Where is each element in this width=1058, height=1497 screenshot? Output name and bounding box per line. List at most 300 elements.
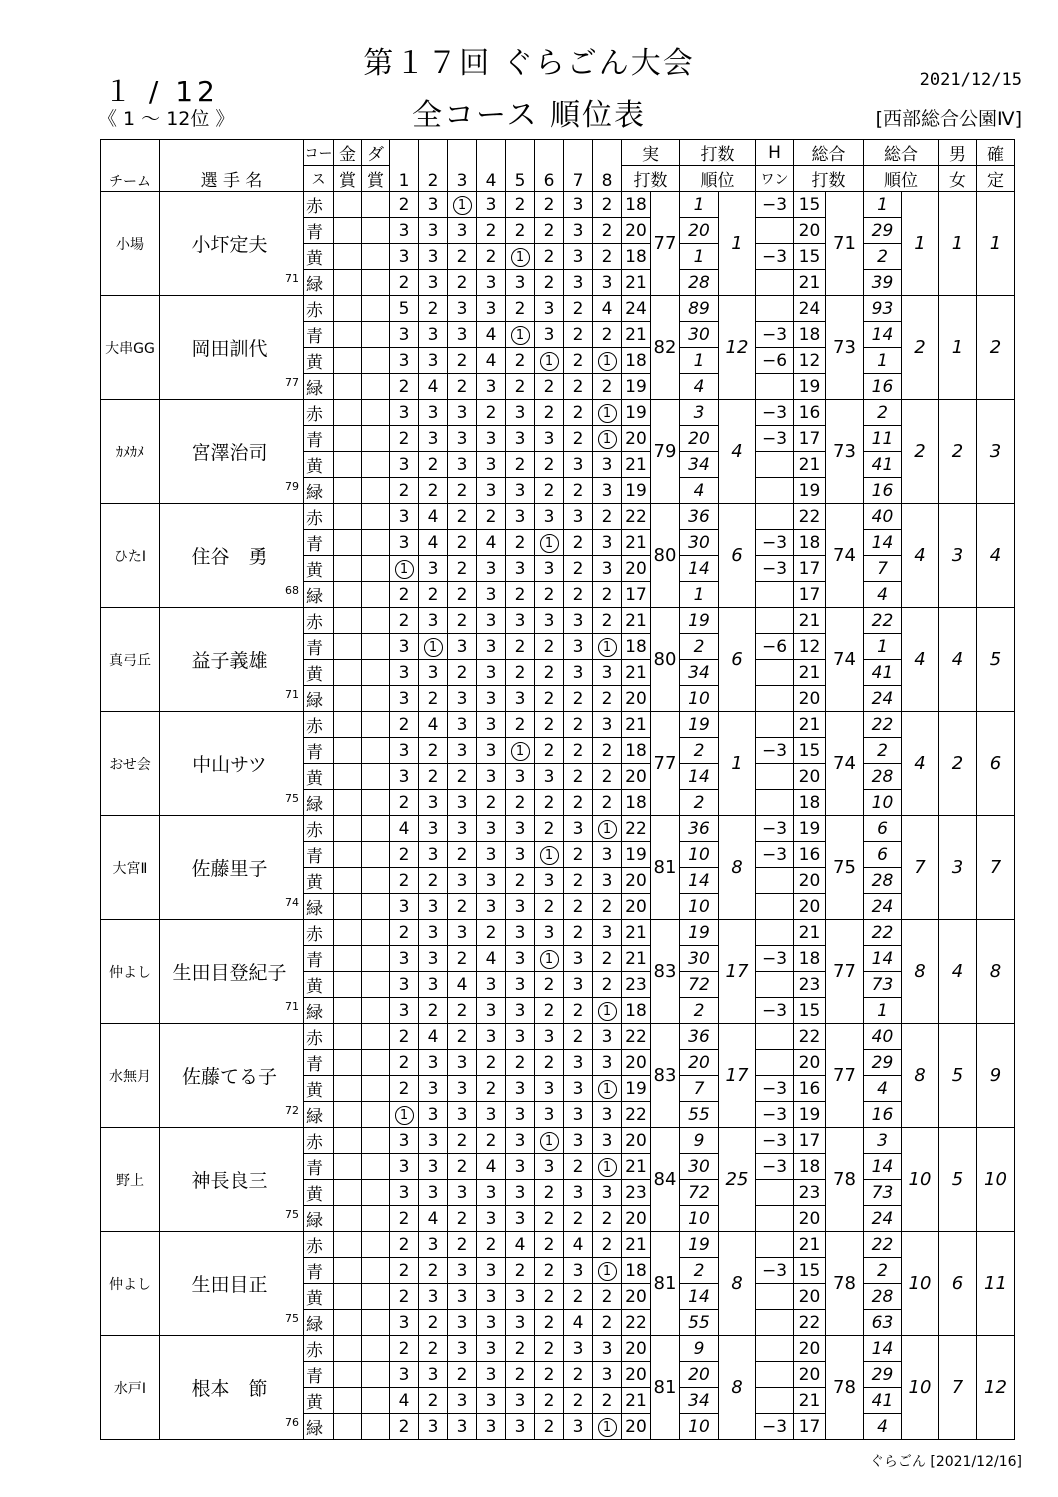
da-cell xyxy=(362,946,390,972)
hole-score-5: 2 xyxy=(506,218,535,244)
gold-cell xyxy=(334,1284,362,1310)
player-name: 住谷 勇 xyxy=(191,546,268,568)
hole-score-2: 2 xyxy=(419,764,448,790)
hole-score-8: 3 xyxy=(593,530,622,556)
col-da: ダ xyxy=(362,140,390,166)
course-cell: 赤 xyxy=(304,1232,334,1258)
course-cell: 緑 xyxy=(304,582,334,608)
hole-score-8: 2 xyxy=(593,218,622,244)
hole-score-1: 2 xyxy=(390,1258,419,1284)
hole-score-7: 2 xyxy=(564,400,593,426)
hole-score-5: 3 xyxy=(506,1310,535,1336)
stroke-rank-cell: 8 xyxy=(719,1336,756,1440)
col-total: 総合 xyxy=(794,140,864,166)
hole-score-7: 2 xyxy=(564,530,593,556)
hole-score-7: 3 xyxy=(564,1128,593,1154)
hole-score-8: 3 xyxy=(593,1180,622,1206)
net-cell: 21 xyxy=(794,1232,826,1258)
hio-cell: −3 xyxy=(756,1258,794,1284)
da-cell xyxy=(362,1076,390,1102)
da-cell xyxy=(362,894,390,920)
hio-cell xyxy=(756,1388,794,1414)
hio-cell xyxy=(756,920,794,946)
hole-score-4: 3 xyxy=(477,816,506,842)
hole-score-4: 3 xyxy=(477,374,506,400)
gold-cell xyxy=(334,764,362,790)
hole-score-5: 2 xyxy=(506,790,535,816)
hole-score-7: 3 xyxy=(564,972,593,998)
hole-in-one-mark: 1 xyxy=(511,248,530,267)
net-cell: 21 xyxy=(794,920,826,946)
net-cell: 12 xyxy=(794,634,826,660)
hole-score-7: 2 xyxy=(564,478,593,504)
course-cell: 青 xyxy=(304,322,334,348)
hole-score-7: 2 xyxy=(564,296,593,322)
hole-score-8: 2 xyxy=(593,582,622,608)
hole-score-3: 3 xyxy=(448,400,477,426)
course-sum-cell: 21 xyxy=(622,1154,651,1180)
course-sum-cell: 21 xyxy=(622,270,651,296)
hio-cell: −3 xyxy=(756,556,794,582)
hole-score-5: 3 xyxy=(506,270,535,296)
hole-score-3: 3 xyxy=(448,1388,477,1414)
total-rank-cell: 4 xyxy=(902,608,939,712)
hio-cell xyxy=(756,1206,794,1232)
course-sum-cell: 20 xyxy=(622,218,651,244)
player-age: 74 xyxy=(285,896,299,909)
hole-score-4: 3 xyxy=(477,738,506,764)
player-name: 根本 節 xyxy=(191,1378,268,1400)
hole-score-1: 2 xyxy=(390,374,419,400)
hole-score-2: 2 xyxy=(419,296,448,322)
strokes-cell: 81 xyxy=(651,1232,680,1336)
hole-score-3: 3 xyxy=(448,1284,477,1310)
course-rank-cell: 1 xyxy=(680,348,719,374)
hole-score-5 xyxy=(506,322,535,348)
hole-in-one-mark: 1 xyxy=(511,326,530,345)
gold-cell xyxy=(334,530,362,556)
col-total-2: 打数 xyxy=(794,166,864,192)
hole-score-2: 3 xyxy=(419,244,448,270)
hole-score-5: 3 xyxy=(506,556,535,582)
hio-cell xyxy=(756,764,794,790)
hole-score-8: 2 xyxy=(593,972,622,998)
player-cell xyxy=(160,608,304,712)
page-number: １ / 12 xyxy=(104,75,219,108)
course-sum-cell: 22 xyxy=(622,816,651,842)
hole-score-4: 2 xyxy=(477,218,506,244)
gold-cell xyxy=(334,842,362,868)
hole-score-6: 2 xyxy=(535,1258,564,1284)
hole-score-1: 3 xyxy=(390,686,419,712)
hole-score-7: 2 xyxy=(564,582,593,608)
course-rank-cell: 2 xyxy=(680,790,719,816)
hole-score-7: 3 xyxy=(564,608,593,634)
gold-cell xyxy=(334,946,362,972)
hole-score-2: 3 xyxy=(419,348,448,374)
net-rank-cell: 1 xyxy=(864,634,902,660)
da-cell xyxy=(362,1310,390,1336)
stroke-rank-cell: 8 xyxy=(719,1232,756,1336)
gender-rank-cell: 3 xyxy=(939,816,977,920)
net-cell: 17 xyxy=(794,1128,826,1154)
hole-score-5: 3 xyxy=(506,504,535,530)
final-rank-cell: 9 xyxy=(977,1024,1015,1128)
hole-score-2: 3 xyxy=(419,972,448,998)
hole-in-one-mark: 1 xyxy=(598,820,617,839)
gold-cell xyxy=(334,790,362,816)
net-rank-cell: 1 xyxy=(864,192,902,218)
course-sum-cell: 18 xyxy=(622,998,651,1024)
table-row xyxy=(101,1128,1015,1154)
total-rank-cell: 4 xyxy=(902,712,939,816)
course-sum-cell: 20 xyxy=(622,1284,651,1310)
gold-cell xyxy=(334,1154,362,1180)
strokes-cell: 82 xyxy=(651,296,680,400)
hole-score-5: 2 xyxy=(506,1050,535,1076)
hio-cell: −3 xyxy=(756,946,794,972)
hole-score-7: 2 xyxy=(564,868,593,894)
net-cell: 16 xyxy=(794,842,826,868)
stroke-rank-cell: 17 xyxy=(719,920,756,1024)
hole-score-3: 2 xyxy=(448,582,477,608)
gold-cell xyxy=(334,244,362,270)
course-cell: 黄 xyxy=(304,868,334,894)
hole-score-8 xyxy=(593,634,622,660)
hole-score-8: 2 xyxy=(593,504,622,530)
gender-rank-cell: 1 xyxy=(939,192,977,296)
gold-cell xyxy=(334,348,362,374)
hole-score-1 xyxy=(390,556,419,582)
player-age: 68 xyxy=(285,584,299,597)
hole-score-1: 2 xyxy=(390,270,419,296)
net-rank-cell: 40 xyxy=(864,1024,902,1050)
net-cell: 20 xyxy=(794,1336,826,1362)
total-rank-cell: 2 xyxy=(902,400,939,504)
course-rank-cell: 55 xyxy=(680,1102,719,1128)
hole-score-3: 2 xyxy=(448,1206,477,1232)
hole-score-7: 2 xyxy=(564,894,593,920)
hole-score-3: 2 xyxy=(448,348,477,374)
course-rank-cell: 20 xyxy=(680,1050,719,1076)
hole-score-3: 2 xyxy=(448,504,477,530)
total-rank-cell: 10 xyxy=(902,1128,939,1232)
venue-label: [西部総合公園Ⅳ] xyxy=(875,108,1022,130)
hole-score-8: 3 xyxy=(593,1024,622,1050)
player-age: 79 xyxy=(285,480,299,493)
team-cell: 大串GG xyxy=(101,296,160,400)
hole-score-7: 3 xyxy=(564,1050,593,1076)
player-age: 71 xyxy=(285,272,299,285)
hole-score-6: 3 xyxy=(535,920,564,946)
player-name: 小圷定夫 xyxy=(191,234,268,256)
net-rank-cell: 63 xyxy=(864,1310,902,1336)
hole-score-5: 3 xyxy=(506,1128,535,1154)
net-rank-cell: 16 xyxy=(864,374,902,400)
hole-score-8: 3 xyxy=(593,1128,622,1154)
net-cell: 19 xyxy=(794,478,826,504)
hole-in-one-mark: 1 xyxy=(598,1002,617,1021)
course-cell: 緑 xyxy=(304,894,334,920)
hole-score-4: 3 xyxy=(477,192,506,218)
hole-score-4: 3 xyxy=(477,686,506,712)
hole-score-8 xyxy=(593,426,622,452)
gold-cell xyxy=(334,1414,362,1440)
da-cell xyxy=(362,816,390,842)
hole-score-2: 2 xyxy=(419,582,448,608)
hole-score-4: 3 xyxy=(477,1284,506,1310)
hole-score-8 xyxy=(593,348,622,374)
course-cell: 黄 xyxy=(304,1388,334,1414)
hole-score-5: 2 xyxy=(506,634,535,660)
da-cell xyxy=(362,426,390,452)
hole-score-7: 2 xyxy=(564,322,593,348)
hole-score-6: 3 xyxy=(535,556,564,582)
da-cell xyxy=(362,1336,390,1362)
gold-cell xyxy=(334,374,362,400)
hio-cell xyxy=(756,582,794,608)
net-cell: 20 xyxy=(794,1050,826,1076)
course-sum-cell: 20 xyxy=(622,868,651,894)
gold-cell xyxy=(334,1102,362,1128)
hole-score-6: 3 xyxy=(535,426,564,452)
course-cell: 青 xyxy=(304,842,334,868)
gender-rank-cell: 4 xyxy=(939,608,977,712)
hole-score-4: 2 xyxy=(477,504,506,530)
table-row xyxy=(101,1336,1015,1362)
page-title: 第１７回 ぐらごん大会 xyxy=(363,46,695,81)
hole-score-4: 3 xyxy=(477,426,506,452)
course-cell: 緑 xyxy=(304,1310,334,1336)
course-rank-cell: 4 xyxy=(680,374,719,400)
final-rank-cell: 5 xyxy=(977,608,1015,712)
da-cell xyxy=(362,634,390,660)
course-cell: 緑 xyxy=(304,1414,334,1440)
course-rank-cell: 14 xyxy=(680,1284,719,1310)
hole-score-4: 4 xyxy=(477,348,506,374)
stroke-rank-cell: 1 xyxy=(719,192,756,296)
hole-score-1: 3 xyxy=(390,1180,419,1206)
da-cell xyxy=(362,322,390,348)
hole-score-1: 3 xyxy=(390,634,419,660)
net-rank-cell: 22 xyxy=(864,608,902,634)
course-cell: 赤 xyxy=(304,816,334,842)
hole-score-4: 3 xyxy=(477,1362,506,1388)
hole-score-7: 2 xyxy=(564,348,593,374)
hole-score-5: 2 xyxy=(506,192,535,218)
hole-score-4: 3 xyxy=(477,634,506,660)
course-rank-cell: 19 xyxy=(680,920,719,946)
course-sum-cell: 19 xyxy=(622,374,651,400)
hole-score-4: 4 xyxy=(477,946,506,972)
hole-score-4: 3 xyxy=(477,582,506,608)
course-rank-cell: 36 xyxy=(680,504,719,530)
strokes-cell: 83 xyxy=(651,1024,680,1128)
hole-score-7: 3 xyxy=(564,660,593,686)
hole-score-5: 2 xyxy=(506,868,535,894)
course-rank-cell: 19 xyxy=(680,1232,719,1258)
course-sum-cell: 20 xyxy=(622,764,651,790)
hole-score-3: 3 xyxy=(448,322,477,348)
hio-cell xyxy=(756,972,794,998)
course-rank-cell: 72 xyxy=(680,1180,719,1206)
hole-score-5: 3 xyxy=(506,1024,535,1050)
course-cell: 黄 xyxy=(304,660,334,686)
rank-range: 《 1 ～ 12位 》 xyxy=(98,108,235,130)
gold-cell xyxy=(334,270,362,296)
hole-score-7: 3 xyxy=(564,1076,593,1102)
net-cell: 16 xyxy=(794,400,826,426)
hole-score-3: 3 xyxy=(448,1336,477,1362)
hole-score-6: 3 xyxy=(535,764,564,790)
table-header xyxy=(101,140,1015,192)
hole-score-1: 2 xyxy=(390,608,419,634)
hole-score-3: 2 xyxy=(448,1154,477,1180)
total-cell: 73 xyxy=(826,296,864,400)
course-cell: 緑 xyxy=(304,790,334,816)
course-cell: 赤 xyxy=(304,1128,334,1154)
col-final: 確 xyxy=(977,140,1015,166)
strokes-cell: 77 xyxy=(651,712,680,816)
course-sum-cell: 23 xyxy=(622,972,651,998)
hole-score-2: 3 xyxy=(419,790,448,816)
hole-score-4: 3 xyxy=(477,660,506,686)
course-rank-cell: 89 xyxy=(680,296,719,322)
hole-in-one-mark: 1 xyxy=(598,430,617,449)
player-name: 岡田訓代 xyxy=(191,338,268,360)
gender-rank-cell: 4 xyxy=(939,920,977,1024)
hio-cell xyxy=(756,660,794,686)
hole-score-8 xyxy=(593,1154,622,1180)
net-rank-cell: 73 xyxy=(864,1180,902,1206)
hole-score-3: 2 xyxy=(448,478,477,504)
hole-score-3: 2 xyxy=(448,374,477,400)
stroke-rank-cell: 1 xyxy=(719,712,756,816)
hole-score-7: 2 xyxy=(564,1206,593,1232)
team-cell: 野上 xyxy=(101,1128,160,1232)
hole-score-2: 3 xyxy=(419,946,448,972)
table-row xyxy=(101,712,1015,738)
strokes-cell: 80 xyxy=(651,608,680,712)
hole-score-3: 3 xyxy=(448,738,477,764)
hole-score-5: 3 xyxy=(506,608,535,634)
hole-score-7: 2 xyxy=(564,1388,593,1414)
hole-score-3: 2 xyxy=(448,946,477,972)
col-hole-7: 7 xyxy=(564,140,593,192)
hole-score-4: 3 xyxy=(477,296,506,322)
course-cell: 赤 xyxy=(304,504,334,530)
da-cell xyxy=(362,608,390,634)
hole-score-2: 3 xyxy=(419,1128,448,1154)
hole-score-1: 3 xyxy=(390,1362,419,1388)
net-rank-cell: 24 xyxy=(864,894,902,920)
hole-score-3: 2 xyxy=(448,764,477,790)
hole-score-1: 3 xyxy=(390,998,419,1024)
player-age: 75 xyxy=(285,1208,299,1221)
gold-cell xyxy=(334,686,362,712)
net-cell: 18 xyxy=(794,530,826,556)
course-rank-cell: 34 xyxy=(680,452,719,478)
net-rank-cell: 4 xyxy=(864,1076,902,1102)
col-total-rank: 総合 xyxy=(864,140,939,166)
course-cell: 青 xyxy=(304,946,334,972)
course-cell: 黄 xyxy=(304,556,334,582)
hio-cell: −3 xyxy=(756,998,794,1024)
hole-score-3: 2 xyxy=(448,842,477,868)
final-rank-cell: 8 xyxy=(977,920,1015,1024)
hole-score-6: 2 xyxy=(535,816,564,842)
net-cell: 20 xyxy=(794,218,826,244)
gold-cell xyxy=(334,1310,362,1336)
gold-cell xyxy=(334,972,362,998)
gold-cell xyxy=(334,296,362,322)
da-cell xyxy=(362,218,390,244)
player-name: 中山サツ xyxy=(192,754,267,776)
hole-score-1: 3 xyxy=(390,1128,419,1154)
hole-score-2: 2 xyxy=(419,1310,448,1336)
hole-score-5: 3 xyxy=(506,764,535,790)
da-cell xyxy=(362,1388,390,1414)
total-cell: 77 xyxy=(826,1024,864,1128)
hole-score-3: 3 xyxy=(448,868,477,894)
hole-score-8: 3 xyxy=(593,920,622,946)
hole-score-1: 3 xyxy=(390,738,419,764)
player-age: 76 xyxy=(285,1416,299,1429)
hole-score-6: 2 xyxy=(535,582,564,608)
team-cell: 真弓丘 xyxy=(101,608,160,712)
gold-cell xyxy=(334,1024,362,1050)
table-row xyxy=(101,1232,1015,1258)
hole-score-3: 3 xyxy=(448,1180,477,1206)
course-rank-cell: 4 xyxy=(680,478,719,504)
hole-score-6: 2 xyxy=(535,790,564,816)
total-rank-cell: 2 xyxy=(902,296,939,400)
hole-score-8: 2 xyxy=(593,1310,622,1336)
hole-score-1: 3 xyxy=(390,894,419,920)
hole-score-4: 3 xyxy=(477,998,506,1024)
course-rank-cell: 1 xyxy=(680,192,719,218)
net-cell: 20 xyxy=(794,868,826,894)
col-total-rank-2: 順位 xyxy=(864,166,939,192)
player-name: 神長良三 xyxy=(191,1170,268,1192)
course-sum-cell: 21 xyxy=(622,660,651,686)
hio-cell xyxy=(756,1310,794,1336)
course-cell: 赤 xyxy=(304,1336,334,1362)
course-sum-cell: 21 xyxy=(622,1388,651,1414)
player-cell xyxy=(160,1336,304,1440)
hio-cell: −3 xyxy=(756,1076,794,1102)
net-rank-cell: 3 xyxy=(864,1128,902,1154)
gold-cell xyxy=(334,868,362,894)
hole-score-5: 3 xyxy=(506,1388,535,1414)
da-cell xyxy=(362,660,390,686)
hio-cell: −3 xyxy=(756,400,794,426)
hole-score-5: 2 xyxy=(506,1258,535,1284)
gold-cell xyxy=(334,1232,362,1258)
final-rank-cell: 12 xyxy=(977,1336,1015,1440)
hole-score-7: 2 xyxy=(564,374,593,400)
hio-cell xyxy=(756,504,794,530)
final-rank-cell: 2 xyxy=(977,296,1015,400)
hole-score-2: 2 xyxy=(419,998,448,1024)
hole-score-7: 2 xyxy=(564,686,593,712)
net-cell: 23 xyxy=(794,972,826,998)
hole-score-6: 2 xyxy=(535,660,564,686)
course-cell: 青 xyxy=(304,1050,334,1076)
hole-score-2: 2 xyxy=(419,452,448,478)
hole-score-4: 3 xyxy=(477,270,506,296)
net-rank-cell: 14 xyxy=(864,1336,902,1362)
